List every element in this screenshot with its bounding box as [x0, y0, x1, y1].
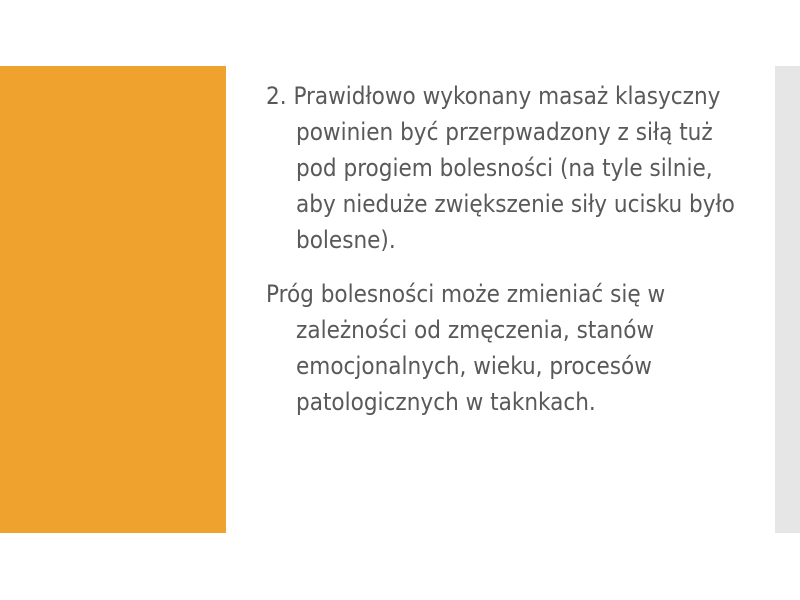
slide-content: [266, 78, 736, 420]
paragraph-pain-threshold: Próg bolesności może zmieniać się w zależności od zmęczenia, stanów emocjonalnych, wieku, procesów patologicznych w taknkach.: [266, 280, 666, 416]
paragraph-massage-pressure: 2. Prawidłowo wykonany masaż klasyczny powinien być przerpwadzony z siłą tuż pod progiem bolesności (na tyle silnie, aby nieduże zwiększenie siły ucisku było bolesne).: [266, 82, 735, 254]
orange-accent-bar: [0, 66, 226, 533]
gray-side-strip: [775, 66, 800, 533]
